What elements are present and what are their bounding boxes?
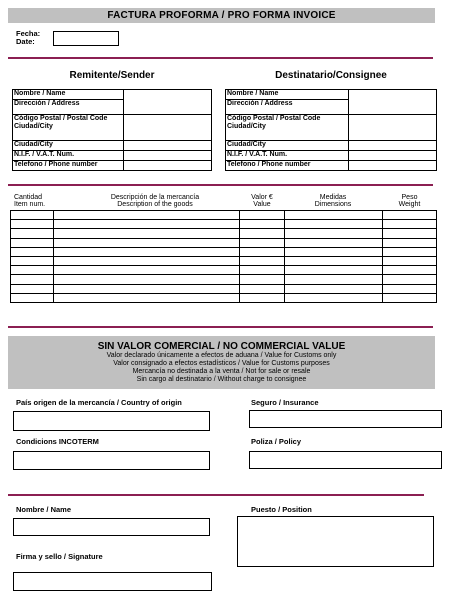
- col-quantity-header: Cantidad Item num.: [14, 194, 46, 208]
- dimensions-cell[interactable]: [285, 229, 383, 238]
- no-commercial-line: Valor declarado únicamente a efectos de aduana / Value for Customs only: [106, 352, 337, 359]
- goods-table: [10, 210, 437, 303]
- dimensions-cell[interactable]: [285, 275, 383, 284]
- date-input[interactable]: [53, 31, 119, 46]
- goods-row: [11, 266, 437, 275]
- quantity-cell[interactable]: [11, 220, 54, 229]
- value-cell[interactable]: [240, 229, 285, 238]
- dimensions-cell[interactable]: [285, 211, 383, 220]
- col-description-header: Descripción de la mercancía Description of the goods: [110, 194, 200, 208]
- sender-phone-label: Telefono / Phone number: [13, 161, 124, 171]
- consignee-name-label: Nombre / Name: [226, 90, 349, 100]
- goods-row: [11, 211, 437, 220]
- description-cell[interactable]: [53, 284, 240, 293]
- insurance-input[interactable]: [249, 410, 442, 428]
- goods-row: [11, 238, 437, 247]
- description-cell[interactable]: [53, 256, 240, 265]
- sender-name-field[interactable]: [124, 90, 212, 115]
- value-cell[interactable]: [240, 284, 285, 293]
- section-divider: [8, 494, 424, 496]
- consignee-phone-label: Telefono / Phone number: [226, 161, 349, 171]
- consignee-postal-label: Código Postal / Postal Code Ciudad/City: [226, 115, 349, 141]
- weight-cell[interactable]: [383, 220, 437, 229]
- weight-cell[interactable]: [383, 238, 437, 247]
- goods-row: [11, 247, 437, 256]
- weight-cell[interactable]: [383, 211, 437, 220]
- goods-row: [11, 275, 437, 284]
- goods-row: [11, 220, 437, 229]
- no-commercial-value-box: [8, 336, 435, 389]
- position-input[interactable]: [237, 516, 434, 567]
- consignee-address-label: Dirección / Address: [226, 100, 349, 115]
- section-divider: [8, 326, 433, 328]
- name-label: Nombre / Name: [16, 505, 72, 514]
- weight-cell[interactable]: [383, 275, 437, 284]
- dimensions-cell[interactable]: [285, 293, 383, 302]
- consignee-postal-field[interactable]: [349, 115, 437, 141]
- sender-vat-label: N.I.F. / V.A.T. Num.: [13, 151, 124, 161]
- consignee-city-field[interactable]: [349, 141, 437, 151]
- dimensions-cell[interactable]: [285, 220, 383, 229]
- weight-cell[interactable]: [383, 293, 437, 302]
- position-label: Puesto / Position: [251, 505, 312, 514]
- weight-cell[interactable]: [383, 247, 437, 256]
- consignee-table: [225, 89, 437, 171]
- sender-name-label: Nombre / Name: [13, 90, 124, 100]
- value-cell[interactable]: [240, 256, 285, 265]
- date-label: Fecha: Date:: [16, 29, 41, 46]
- description-cell[interactable]: [53, 229, 240, 238]
- quantity-cell[interactable]: [11, 284, 54, 293]
- consignee-heading: Destinatario/Consignee: [275, 70, 387, 81]
- value-cell[interactable]: [240, 275, 285, 284]
- description-cell[interactable]: [53, 247, 240, 256]
- quantity-cell[interactable]: [11, 256, 54, 265]
- description-cell[interactable]: [53, 238, 240, 247]
- value-cell[interactable]: [240, 211, 285, 220]
- invoice-title: FACTURA PROFORMA / PRO FORMA INVOICE: [8, 8, 435, 23]
- quantity-cell[interactable]: [11, 266, 54, 275]
- sender-table: [12, 89, 212, 171]
- goods-row: [11, 229, 437, 238]
- consignee-vat-field[interactable]: [349, 151, 437, 161]
- sender-address-label: Dirección / Address: [13, 100, 124, 115]
- name-input[interactable]: [13, 518, 210, 536]
- no-commercial-line: Mercancía no destinada a la venta / Not for sale or resale: [132, 368, 311, 375]
- dimensions-cell[interactable]: [285, 238, 383, 247]
- origin-input[interactable]: [13, 411, 210, 431]
- description-cell[interactable]: [53, 293, 240, 302]
- weight-cell[interactable]: [383, 229, 437, 238]
- col-dimensions-header: Medidas Dimensions: [314, 194, 352, 208]
- quantity-cell[interactable]: [11, 238, 54, 247]
- weight-cell[interactable]: [383, 284, 437, 293]
- insurance-label: Seguro / Insurance: [251, 398, 319, 407]
- dimensions-cell[interactable]: [285, 284, 383, 293]
- quantity-cell[interactable]: [11, 293, 54, 302]
- sender-heading: Remitente/Sender: [69, 70, 155, 81]
- description-cell[interactable]: [53, 266, 240, 275]
- section-divider: [8, 184, 433, 186]
- weight-cell[interactable]: [383, 266, 437, 275]
- no-commercial-line: Sin cargo al destinatario / Without charge to consignee: [136, 376, 307, 383]
- sender-vat-field[interactable]: [124, 151, 212, 161]
- section-divider: [8, 57, 433, 59]
- consignee-vat-label: N.I.F. / V.A.T. Num.: [226, 151, 349, 161]
- origin-label: País origen de la mercancía / Country of origin: [16, 398, 182, 407]
- quantity-cell[interactable]: [11, 275, 54, 284]
- dimensions-cell[interactable]: [285, 256, 383, 265]
- description-cell[interactable]: [53, 275, 240, 284]
- no-commercial-value-title: SIN VALOR COMERCIAL / NO COMMERCIAL VALUE: [97, 341, 346, 352]
- signature-label: Firma y sello / Signature: [16, 552, 103, 561]
- goods-row: [11, 293, 437, 302]
- policy-label: Poliza / Policy: [251, 437, 302, 446]
- description-cell[interactable]: [53, 211, 240, 220]
- sender-postal-field[interactable]: [124, 115, 212, 141]
- goods-row: [11, 284, 437, 293]
- value-cell[interactable]: [240, 238, 285, 247]
- value-cell[interactable]: [240, 266, 285, 275]
- value-cell[interactable]: [240, 220, 285, 229]
- consignee-city-label: Ciudad/City: [226, 141, 349, 151]
- sender-city-field[interactable]: [124, 141, 212, 151]
- no-commercial-line: Valor consignado a efectos estadísticos / Value for Customs purposes: [113, 360, 330, 367]
- quantity-cell[interactable]: [11, 247, 54, 256]
- sender-postal-label: Código Postal / Postal Code Ciudad/City: [13, 115, 124, 141]
- dimensions-cell[interactable]: [285, 247, 383, 256]
- value-cell[interactable]: [240, 293, 285, 302]
- value-cell[interactable]: [240, 247, 285, 256]
- incoterm-label: Condicions INCOTERM: [16, 437, 99, 446]
- quantity-cell[interactable]: [11, 211, 54, 220]
- quantity-cell[interactable]: [11, 229, 54, 238]
- signature-input[interactable]: [13, 572, 212, 591]
- incoterm-input[interactable]: [13, 451, 210, 470]
- dimensions-cell[interactable]: [285, 266, 383, 275]
- consignee-phone-field[interactable]: [349, 161, 437, 171]
- sender-phone-field[interactable]: [124, 161, 212, 171]
- weight-cell[interactable]: [383, 256, 437, 265]
- col-value-header: Valor € Value: [251, 194, 273, 208]
- col-weight-header: Peso Weight: [398, 194, 421, 208]
- policy-input[interactable]: [249, 451, 442, 469]
- sender-city-label: Ciudad/City: [13, 141, 124, 151]
- consignee-name-field[interactable]: [349, 90, 437, 115]
- description-cell[interactable]: [53, 220, 240, 229]
- goods-row: [11, 256, 437, 265]
